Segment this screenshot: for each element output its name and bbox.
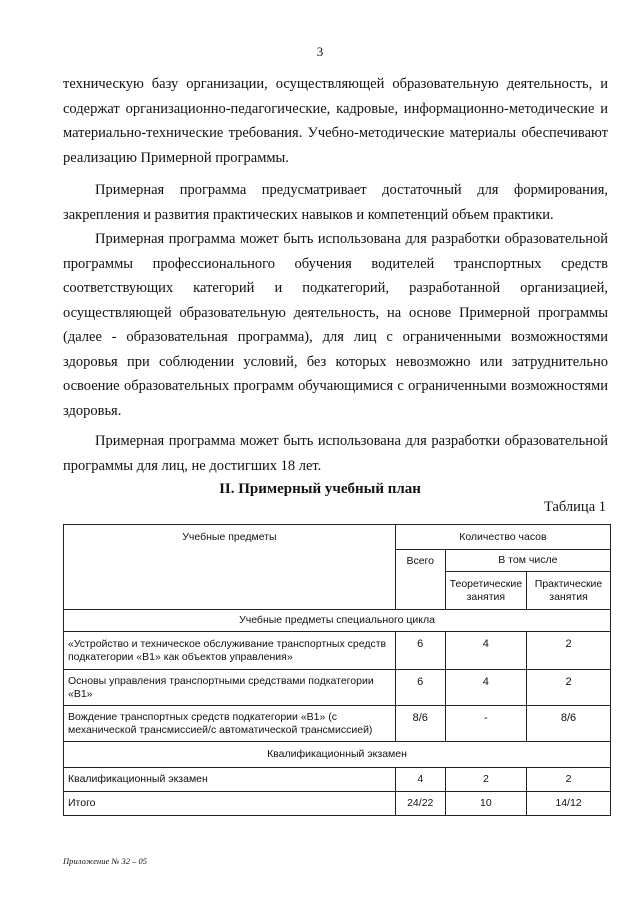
curriculum-table	[63, 524, 611, 816]
table-total-row	[64, 792, 611, 816]
subject-name: Квалификационный экзамен	[64, 768, 396, 792]
footer-note: Приложение № 32 – 05	[63, 856, 148, 866]
paragraph-2: Примерная программа предусматривает достаточный для формирования, закрепления и развития практических навыков и компетенций объем практики.	[63, 182, 608, 223]
header-theory: Теоретические занятия	[445, 572, 526, 610]
hours-total: 8/6	[395, 706, 445, 742]
table-row	[64, 768, 611, 792]
paragraph-1: техническую базу организации, осуществляющей образовательную деятельность, и содержат организационно-педагогические, кадровые, информационно-методические и материально-технические требования. Учебно-методические материалы обеспечивают реализацию Примерной программы.	[63, 76, 608, 166]
hours-practice: 2	[527, 670, 611, 706]
table-section-row	[64, 742, 611, 768]
subject-name: Вождение транспортных средств подкатегории «В1» (с механической трансмиссией/с автоматической трансмиссией)	[64, 706, 396, 742]
hours-theory: 10	[445, 792, 526, 816]
hours-practice: 8/6	[527, 706, 611, 742]
section-title: II. Примерный учебный план	[219, 481, 421, 497]
hours-practice: 14/12	[527, 792, 611, 816]
table-caption: Таблица 1	[543, 499, 606, 515]
hours-practice: 2	[527, 632, 611, 670]
table-row	[64, 670, 611, 706]
hours-total: 6	[395, 632, 445, 670]
hours-theory: 4	[445, 632, 526, 670]
subject-name: «Устройство и техническое обслуживание транспортных средств подкатегории «В1» как объектов управления»	[64, 632, 396, 670]
section-exam: Квалификационный экзамен	[64, 742, 611, 768]
hours-total: 24/22	[395, 792, 445, 816]
subject-name: Основы управления транспортными средствами подкатегории «В1»	[64, 670, 396, 706]
hours-theory: 4	[445, 670, 526, 706]
header-including: В том числе	[445, 550, 610, 572]
paragraph-4: Примерная программа может быть использована для разработки образовательной программы для лиц, не достигших 18 лет.	[63, 433, 608, 474]
header-total: Всего	[395, 550, 445, 610]
header-subjects: Учебные предметы	[64, 525, 396, 610]
total-label: Итого	[64, 792, 396, 816]
page-number: 3	[316, 44, 324, 59]
hours-practice: 2	[527, 768, 611, 792]
hours-theory: -	[445, 706, 526, 742]
table-row	[64, 632, 611, 670]
section-special-cycle: Учебные предметы специального цикла	[64, 610, 611, 632]
table-section-row	[64, 610, 611, 632]
hours-total: 4	[395, 768, 445, 792]
header-practice: Практические занятия	[527, 572, 611, 610]
hours-theory: 2	[445, 768, 526, 792]
table-header-row	[64, 525, 611, 550]
hours-total: 6	[395, 670, 445, 706]
paragraph-3: Примерная программа может быть использована для разработки образовательной программы профессионального обучения водителей транспортных средств соответствующих категорий и подкатегорий, разработанной организацией, осуществляющей образовательную деятельность, на основе Примерной программы (далее - образовательная программа), для лиц с ограниченными возможностями здоровья при соблюдении условий, без которых невозможно или затруднительно освоение образовательных программ обучающимися с ограниченными возможностями здоровья.	[63, 231, 608, 419]
header-hours: Количество часов	[395, 525, 610, 550]
table-row	[64, 706, 611, 742]
